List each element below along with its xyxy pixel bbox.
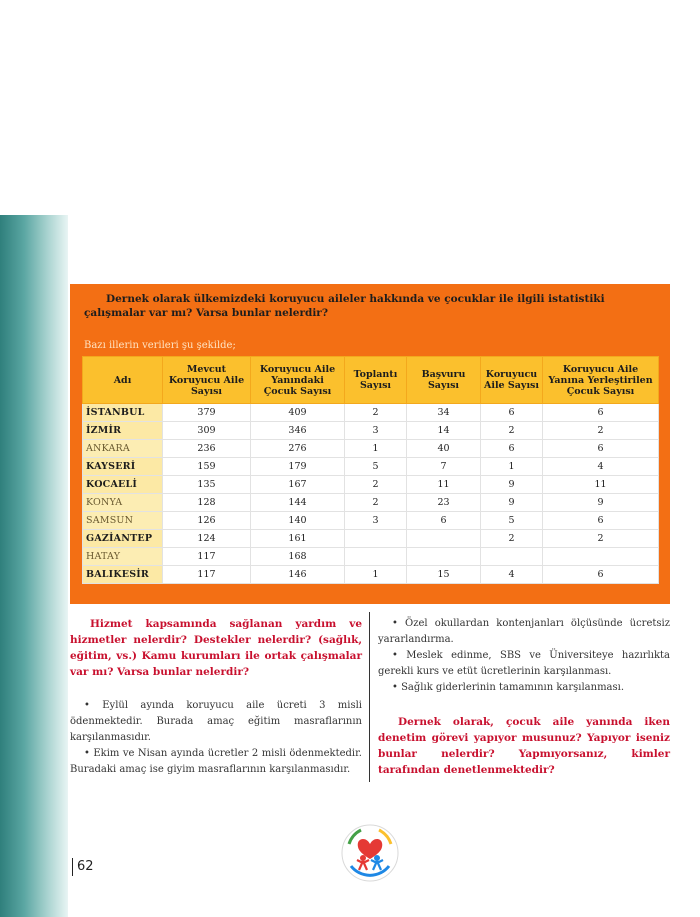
table-cell: 346 — [251, 422, 345, 440]
table-row — [83, 548, 659, 566]
table-cell: 6 — [543, 512, 659, 530]
table-row — [83, 422, 659, 440]
logo-emblem-icon — [339, 822, 401, 884]
table-cell: 124 — [163, 530, 251, 548]
intro-subtitle: Bazı illerin verileri şu şekilde; — [84, 340, 236, 351]
table-cell: 11 — [407, 476, 481, 494]
supervision-question: Dernek olarak, çocuk aile yanında iken denetim görevi yapıyor musunuz? Yapıyor iseniz bunlar nelerdir? Yapmıyorsanız, kimler tarafından denetlenmektedir? — [378, 716, 670, 776]
table-cell: 2 — [543, 422, 659, 440]
intro-question: Dernek olarak ülkemizdeki koruyucu aileler hakkında ve çocuklar ile ilgili istatistiki çalışmalar var mı? Varsa bunlar nelerdir? — [84, 293, 605, 319]
table-cell: 146 — [251, 566, 345, 584]
table-cell — [345, 530, 407, 548]
table-cell: 276 — [251, 440, 345, 458]
table-cell: 4 — [543, 458, 659, 476]
statistics-table — [82, 356, 659, 584]
table-cell — [481, 548, 543, 566]
left-column — [70, 616, 362, 778]
header-cell: Başvuru Sayısı — [407, 357, 481, 404]
table-cell: 15 — [407, 566, 481, 584]
table-cell: 6 — [543, 440, 659, 458]
table-cell: 1 — [345, 440, 407, 458]
table-cell — [407, 530, 481, 548]
table-cell: 7 — [407, 458, 481, 476]
table-row — [83, 530, 659, 548]
paragraph: • Ekim ve Nisan ayında ücretler 2 misli ödenmektedir. Buradaki amaç ise giyim masraflarının karşılanmasıdır. — [70, 748, 362, 775]
header-cell: Adı — [83, 357, 163, 404]
city-cell: KAYSERİ — [83, 458, 163, 476]
table-cell: 14 — [407, 422, 481, 440]
table-cell: 6 — [481, 404, 543, 422]
table-cell: 159 — [163, 458, 251, 476]
paragraph: • Meslek edinme, SBS ve Üniversiteye hazırlıkta gerekli kurs ve etüt ücretlerinin karşılanması. — [378, 650, 670, 677]
table-cell: 9 — [543, 494, 659, 512]
table-cell: 1 — [345, 566, 407, 584]
table-cell: 2 — [345, 404, 407, 422]
table-cell: 144 — [251, 494, 345, 512]
table-cell: 236 — [163, 440, 251, 458]
table-cell: 128 — [163, 494, 251, 512]
table-row — [83, 404, 659, 422]
paragraph: • Özel okullardan kontenjanları ölçüsünde ücretsiz yararlandırma. — [378, 618, 670, 645]
table-cell — [407, 548, 481, 566]
table-row — [83, 494, 659, 512]
table-cell: 5 — [481, 512, 543, 530]
table-cell: 9 — [481, 476, 543, 494]
table-cell: 6 — [543, 404, 659, 422]
table-cell — [543, 548, 659, 566]
side-decor-strip — [0, 215, 68, 917]
table-header-row — [83, 357, 659, 404]
column-divider — [369, 612, 370, 782]
header-cell: Koruyucu Aile Yanındaki Çocuk Sayısı — [251, 357, 345, 404]
header-cell: Koruyucu Aile Sayısı — [481, 357, 543, 404]
table-row — [83, 440, 659, 458]
city-cell: KONYA — [83, 494, 163, 512]
table-row — [83, 476, 659, 494]
table-cell: 409 — [251, 404, 345, 422]
table-cell: 3 — [345, 512, 407, 530]
table-cell — [345, 548, 407, 566]
association-logo — [339, 822, 401, 884]
city-cell: ANKARA — [83, 440, 163, 458]
table-cell: 309 — [163, 422, 251, 440]
city-cell: HATAY — [83, 548, 163, 566]
table-cell: 179 — [251, 458, 345, 476]
right-column — [378, 616, 670, 778]
table-cell: 168 — [251, 548, 345, 566]
table-row — [83, 512, 659, 530]
header-cell: Toplantı Sayısı — [345, 357, 407, 404]
header-cell: Mevcut Koruyucu Aile Sayısı — [163, 357, 251, 404]
table-cell: 3 — [345, 422, 407, 440]
table-cell: 2 — [481, 422, 543, 440]
table-cell: 167 — [251, 476, 345, 494]
table-cell: 117 — [163, 566, 251, 584]
header-cell: Koruyucu Aile Yanına Yerleştirilen Çocuk Sayısı — [543, 357, 659, 404]
table-cell: 1 — [481, 458, 543, 476]
table-cell: 135 — [163, 476, 251, 494]
table-cell: 5 — [345, 458, 407, 476]
table-cell: 2 — [543, 530, 659, 548]
table-cell: 140 — [251, 512, 345, 530]
city-cell: KOCAELİ — [83, 476, 163, 494]
table-cell: 2 — [345, 494, 407, 512]
table-cell: 11 — [543, 476, 659, 494]
city-cell: İZMİR — [83, 422, 163, 440]
table-cell: 6 — [407, 512, 481, 530]
table-cell: 126 — [163, 512, 251, 530]
table-cell: 161 — [251, 530, 345, 548]
city-cell: SAMSUN — [83, 512, 163, 530]
table-cell: 9 — [481, 494, 543, 512]
table-row — [83, 458, 659, 476]
city-cell: İSTANBUL — [83, 404, 163, 422]
table-cell: 2 — [481, 530, 543, 548]
table-cell: 4 — [481, 566, 543, 584]
table-cell: 2 — [345, 476, 407, 494]
table-row — [83, 566, 659, 584]
table-cell: 6 — [481, 440, 543, 458]
table-cell: 117 — [163, 548, 251, 566]
table-cell: 379 — [163, 404, 251, 422]
table-cell: 23 — [407, 494, 481, 512]
city-cell: GAZİANTEP — [83, 530, 163, 548]
paragraph: • Sağlık giderlerinin tamamının karşılanması. — [392, 682, 625, 693]
city-cell: BALIKESİR — [83, 566, 163, 584]
page-number: 62 — [72, 858, 94, 876]
paragraph: • Eylül ayında koruyucu aile ücreti 3 misli ödenmektedir. Burada amaç eğitim masraflarının karşılanmasıdır. — [70, 700, 362, 743]
table-cell: 40 — [407, 440, 481, 458]
table-cell: 34 — [407, 404, 481, 422]
services-question: Hizmet kapsamında sağlanan yardım ve hizmetler nelerdir? Destekler nelerdir? (sağlık, eğitim, vs.) Kamu kurumları ile ortak çalışmalar var mı? Varsa bunlar nelerdir? — [70, 618, 362, 678]
table-cell: 6 — [543, 566, 659, 584]
